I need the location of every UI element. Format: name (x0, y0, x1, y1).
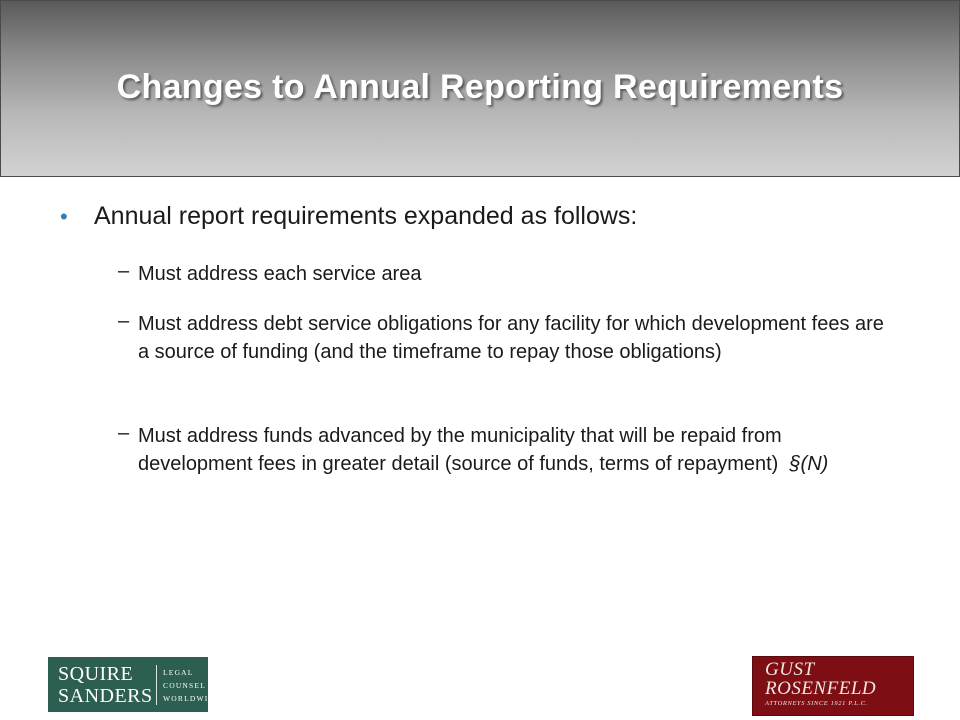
logo-line-1: SQUIRE (58, 663, 134, 685)
dash-marker: – (118, 260, 130, 282)
bullet-marker: • (60, 204, 68, 229)
logo-tag-worldwide: WORLDWIDE (163, 694, 221, 703)
sub-bullet-text: Must address each service area (138, 263, 422, 285)
main-bullet-text: Annual report requirements expanded as follows: (94, 202, 638, 230)
slide-title: Changes to Annual Reporting Requirements (116, 68, 844, 106)
sub-bullet-text: Must address debt service obligations for any facility for which development fees are a source of funding (and the timeframe to repay those obligations) (138, 313, 884, 363)
statute-citation: §(N) (789, 453, 829, 475)
squire-sanders-logo (48, 657, 221, 712)
sub-bullet-text: Must address funds advanced by the municipality that will be repaid from development fees in greater detail (source of funds, terms of repayment) §(N) (138, 425, 829, 475)
logo-line-2: ROSENFELD (765, 678, 877, 699)
logo-tag-counsel: COUNSEL (163, 681, 206, 690)
logo-line-2: SANDERS (58, 685, 153, 707)
logo-tagline: ATTORNEYS SINCE 1921 P.L.C. (765, 700, 868, 707)
dash-marker: – (118, 422, 130, 444)
dash-marker: – (118, 310, 130, 332)
gust-rosenfeld-logo (752, 656, 914, 716)
logo-divider (156, 665, 157, 705)
logo-line-1: GUST (765, 659, 815, 680)
logo-tag-legal: LEGAL (163, 668, 194, 677)
